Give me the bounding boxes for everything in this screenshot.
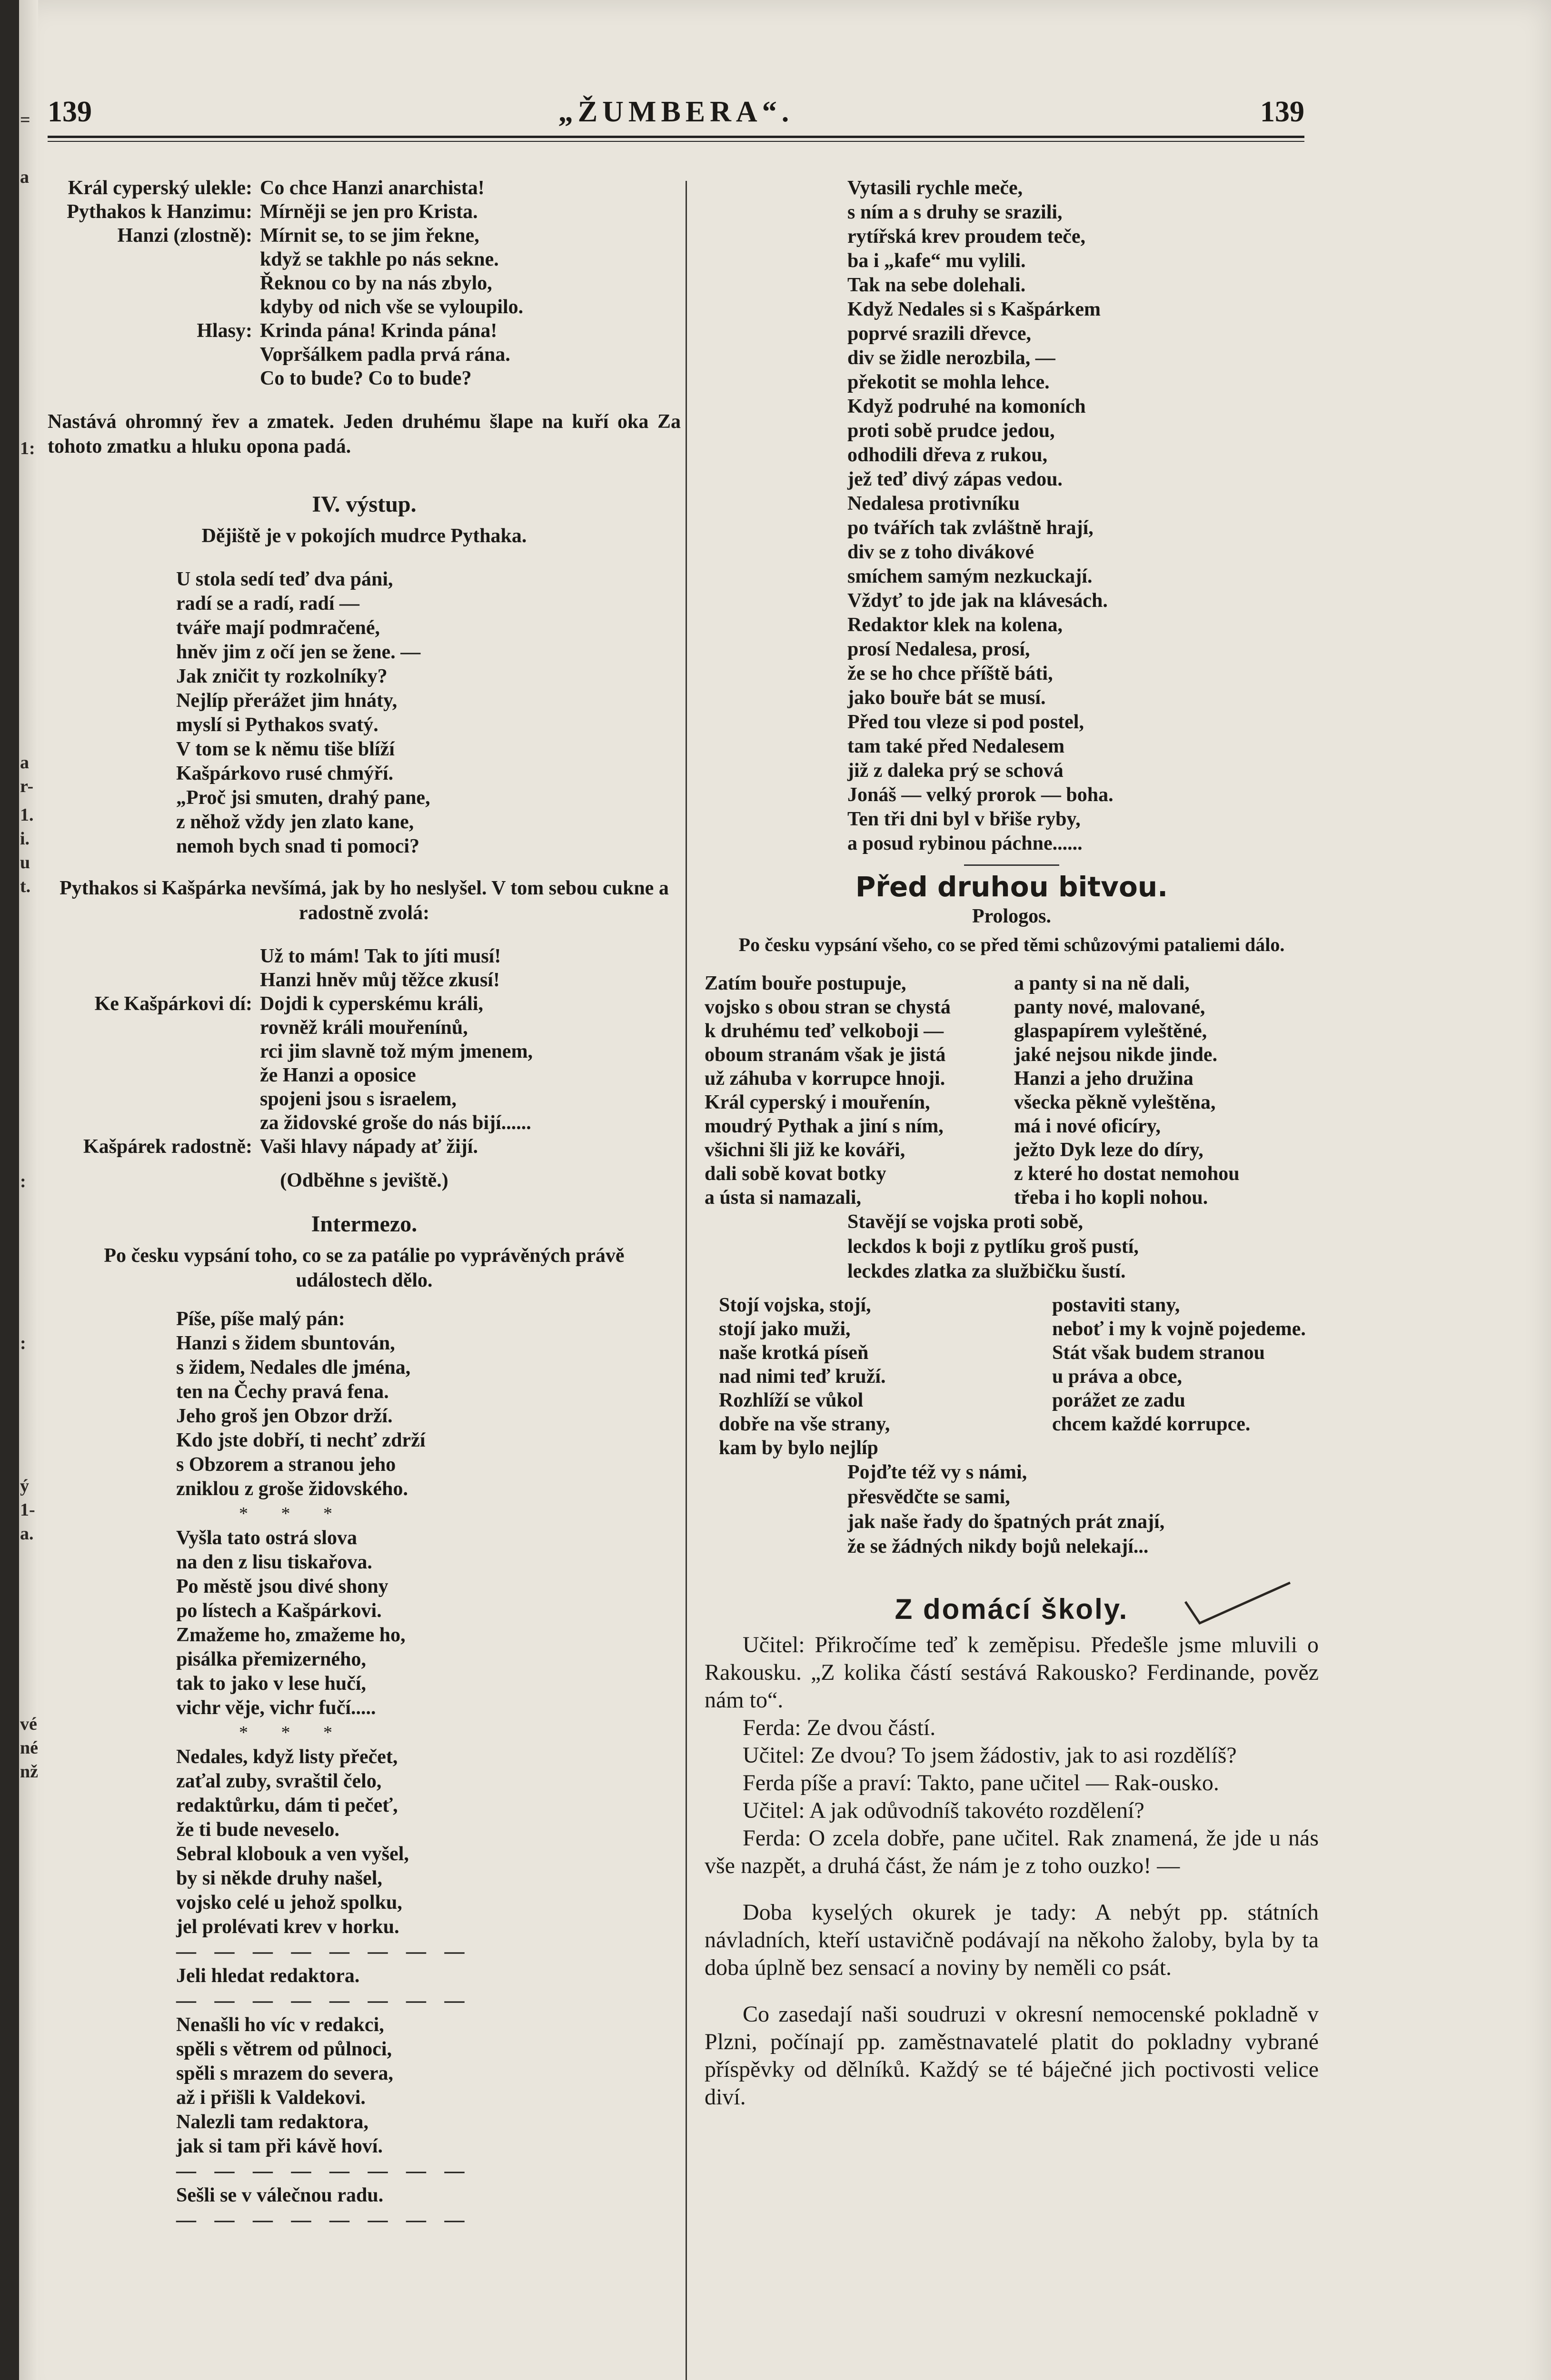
page-number-right: 139 (1260, 96, 1304, 128)
text-line: Rozhlíží se vůkol (719, 1389, 864, 1411)
text-line: porážet ze zadu (1052, 1389, 1185, 1411)
handwritten-check-icon (1181, 1578, 1295, 1630)
header-rule (48, 136, 1304, 138)
text-line: leckdos k boji z pytlíku groš pustí, (847, 1236, 1139, 1258)
text-line: rci jim slavně tož mým jmenem, (260, 1041, 533, 1062)
text-line: z které ho dostat nemohou (1014, 1163, 1240, 1185)
text-line: Ten tři dni byl v břiše ryby, (847, 808, 1081, 830)
text-line: Jonáš — velký prorok — boha. (847, 784, 1114, 806)
prologue-subtitle: Po česku vypsání všeho, co se před těmi schůzovými pataliemi dálo. (738, 934, 1285, 955)
page-header (48, 95, 1304, 129)
dialogue-line (48, 224, 681, 248)
text-line: spojeni jsou s israelem, (260, 1088, 457, 1110)
text-line: z něhož vždy jen zlato kane, (176, 811, 414, 833)
text-line: má i nové oficíry, (1014, 1115, 1161, 1137)
text-line: naše krotká píseň (719, 1342, 869, 1364)
text-line: Jeho groš jen Obzor drží. (176, 1405, 393, 1427)
text-line: Vyšla tato ostrá slova (176, 1527, 357, 1549)
stars-separator: * * * (239, 1723, 347, 1743)
bleed-through-char: u (20, 853, 30, 873)
text-line: zaťal zuby, svraštil čelo, (176, 1770, 382, 1792)
text-line: Redaktor klek na kolena, (847, 614, 1063, 636)
text-line: leckdes zlatka za službičku šustí. (847, 1260, 1126, 1282)
text-line: vichr věje, vichr fučí..... (176, 1697, 376, 1719)
text-line: nad nimi teď kruží. (719, 1366, 886, 1388)
text-line: Vopršálkem padla prvá rána. (260, 344, 510, 366)
bleed-through-char: a. (20, 1524, 34, 1544)
dash-separator: — — — — — — — — (176, 1990, 471, 2012)
two-column-verse (705, 1293, 1319, 1460)
text-line: ba i „kafe“ mu vylili. (847, 250, 1026, 272)
column-divider (686, 181, 687, 2380)
paragraph: Učitel: Přikročíme teď k zeměpisu. Předešle jsme mluvili o Rakousku. „Z kolika částí sestává Rakousko? Ferdinande, pověz nám to“. (705, 1632, 1319, 1713)
text-line: Řeknou co by na nás zbylo, (260, 272, 492, 294)
left-column (48, 176, 681, 2232)
text-line: jel prolévati krev v horku. (176, 1916, 399, 1938)
text-line: Jeli hledat redaktora. (176, 1965, 360, 1987)
text-line: div se židle nerozbila, — (847, 347, 1055, 369)
dash-separator: — — — — — — — — (176, 2209, 471, 2231)
text-line: vojsko s obou stran se chystá (705, 996, 951, 1018)
text-line: nemoh bych snad ti pomoci? (176, 835, 420, 857)
text-line: Po městě jsou divé shony (176, 1576, 388, 1597)
text-line: že ti bude neveselo. (176, 1819, 339, 1841)
text-line: jaké nejsou nikde jinde. (1014, 1044, 1218, 1066)
text-line: na den z lisu tiskařova. (176, 1551, 372, 1573)
dash-separator: — — — — — — — — (176, 1941, 471, 1963)
text-line: oboum stranám však je jistá (705, 1044, 946, 1066)
stage-exit: (Odběhne s jeviště.) (280, 1170, 448, 1191)
text-line: že se žádných nikdy bojů nelekají... (847, 1536, 1149, 1557)
text-line: Hanzi s židem sbuntován, (176, 1332, 395, 1354)
poem (48, 2013, 681, 2159)
text-line: prosí Nedalesa, prosí, (847, 638, 1030, 660)
text-line: dali sobě kovat botky (705, 1163, 886, 1185)
poem (48, 1745, 681, 1939)
dialogue-line (48, 176, 681, 200)
text-line: Co to bude? Co to bude? (260, 367, 472, 389)
school-dialogue (705, 1631, 1319, 1880)
text-line: Nedalesa protivníku (847, 493, 1020, 515)
text-line: redaktůrku, dám ti pečeť, (176, 1795, 398, 1816)
dialogue-line: Hlasy: Krinda pána! Krinda pána! (197, 320, 497, 342)
section-title: Před druhou bitvou. (855, 871, 1168, 903)
dialogue-text: Mírněji se jen pro Krista. (260, 201, 478, 223)
bleed-through-char: 1. (20, 805, 34, 825)
news-note: Doba kyselých okurek je tady: A nebýt pp. státních návladních, kteří ustavičně podávají na někoho žaloby, byla by ta doba úplně bez sensací a noviny by neměli co psát. (705, 1900, 1319, 1980)
bleed-through-char: t. (20, 876, 31, 896)
text-line: radí se a radí, radí — (176, 593, 359, 615)
text-line: že se ho chce příště báti, (847, 663, 1053, 684)
text-line: kdyby od nich vše se vyloupilo. (260, 296, 524, 318)
poem (48, 2183, 681, 2208)
text-line: „Proč jsi smuten, drahý pane, (176, 787, 430, 809)
text-line: třeba i ho kopli nohou. (1014, 1187, 1208, 1209)
text-line: div se z toho divákové (847, 541, 1034, 563)
text-line: odhodili dřeva z rukou, (847, 444, 1048, 466)
text-line: myslí si Pythakos svatý. (176, 714, 378, 736)
text-line: spěli s mrazem do severa, (176, 2063, 394, 2084)
text-line: by si někde druhy našel, (176, 1867, 382, 1889)
text-line: po tvářích tak zvláštně hrají, (847, 517, 1094, 539)
poem (48, 567, 681, 859)
text-line: že Hanzi a oposice (260, 1064, 416, 1086)
text-line: s ním a s druhy se srazili, (847, 201, 1063, 223)
scene-place: Dějiště je v pokojích mudrce Pythaka. (201, 525, 527, 547)
text-line: když se takhle po nás sekne. (260, 248, 499, 270)
text-line: neboť i my k vojně pojedeme. (1052, 1318, 1306, 1340)
right-column (705, 176, 1319, 2111)
text-line: Stojí vojska, stojí, (719, 1294, 871, 1316)
text-line: Vždyť to jde jak na klávesách. (847, 590, 1108, 612)
text-line: přesvědčte se sami, (847, 1486, 1010, 1508)
paragraph: Učitel: Ze dvou? To jsem žádostiv, jak to asi rozdělíš? (743, 1743, 1237, 1768)
bleed-through-char: 1- (20, 1500, 35, 1520)
text-line: Jak zničit ty rozkolníky? (176, 665, 388, 687)
text-line: dobře na vše strany, (719, 1413, 890, 1435)
text-line: tam také před Nedalesem (847, 735, 1065, 757)
text-line: k druhému teď velkoboji — (705, 1020, 944, 1042)
text-line: jako bouře bát se musí. (847, 687, 1046, 709)
text-line: Zmažeme ho, zmažeme ho, (176, 1624, 406, 1646)
speaker: Pythakos k Hanzimu: (67, 201, 252, 223)
text-line: ježto Dyk leze do díry, (1014, 1139, 1203, 1161)
poem (48, 1964, 681, 1988)
text-line: tváře mají podmračené, (176, 617, 380, 639)
text-line: stojí jako muži, (719, 1318, 851, 1340)
text-line: až i přišli k Valdekovi. (176, 2087, 366, 2109)
poem (48, 1526, 681, 1720)
text-line: a posud rybinou páchne...... (847, 833, 1083, 854)
text-line: poprvé srazili dřevce, (847, 323, 1032, 345)
text-line: překotit se mohla lehce. (847, 371, 1050, 393)
text-line: s Obzorem a stranou jeho (176, 1454, 396, 1476)
text-line: jak naše řady do špatných prát znají, (847, 1511, 1165, 1533)
newspaper-title: „ŽUMBERA“. (558, 96, 794, 128)
speaker: Hanzi (zlostně): (117, 225, 252, 247)
text-line: Stát však budem stranou (1052, 1342, 1265, 1364)
dialogue-line (48, 200, 681, 224)
text-line: rytířská krev proudem teče, (847, 226, 1086, 248)
bleed-through-char: i. (20, 829, 30, 849)
bleed-through-char: 1: (20, 438, 35, 458)
text-line: Tak na sebe dolehali. (847, 274, 1026, 296)
text-line: V tom se k němu tiše blíží (176, 738, 395, 760)
text-line: Hanzi hněv můj těžce zkusí! (260, 969, 500, 991)
intermezzo-title: Intermezo. (311, 1211, 418, 1237)
intermezzo-subtitle: Po česku vypsání toho, co se za patálie po vyprávěných právě událostech dělo. (104, 1245, 625, 1291)
news-note: Co zasedají naši soudruzi v okresní nemocenské pokladně v Plzni, počínají pp. zaměstnavatelé platit do pokladny vybrané příspěvky od dělníků. Každý se té báječné jich poctivosti velice diví. (705, 2002, 1319, 2110)
text-line: Píše, píše malý pán: (176, 1308, 345, 1330)
text-line: Nalezli tam redaktora, (176, 2111, 368, 2133)
text-line: Hanzi a jeho družina (1014, 1068, 1193, 1090)
text-line: všichni šli již ke kováři, (705, 1139, 905, 1161)
bleed-through-char: : (20, 1333, 26, 1353)
text-line: moudrý Pythak a jiní s ním, (705, 1115, 944, 1137)
dash-separator: — — — — — — — — (176, 2160, 471, 2182)
text-line: všecka pěkně vyleštěna, (1014, 1091, 1216, 1113)
stars-separator: * * * (239, 1504, 347, 1524)
section-title: Z domácí školy. (895, 1593, 1129, 1625)
text-line: Když Nedales si s Kašpárkem (847, 298, 1101, 320)
page-number-left: 139 (48, 96, 92, 128)
dialogue-text: Co chce Hanzi anarchista! (260, 177, 485, 199)
bleed-through-column (19, 0, 38, 2380)
text-line: Už to mám! Tak to jíti musí! (260, 945, 501, 967)
text-line: Sešli se v válečnou radu. (176, 2184, 384, 2206)
bleed-through-char: : (20, 1171, 26, 1191)
text-line: Když podruhé na komoních (847, 396, 1086, 417)
text-line: jak si tam při kávě hoví. (176, 2135, 383, 2157)
dialogue-text: Mírnit se, to se jim řekne, (260, 225, 479, 247)
text-line: s židem, Nedales dle jména, (176, 1357, 411, 1378)
bleed-through-char: né (20, 1738, 38, 1758)
prologue-heading: Prologos. (972, 905, 1052, 927)
text-line: postaviti stany, (1052, 1294, 1180, 1316)
text-line: Sebral klobouk a ven vyšel, (176, 1843, 409, 1865)
section-rule (964, 864, 1059, 866)
bleed-through-char: vé (20, 1714, 37, 1734)
text-line: zniklou z groše židovského. (176, 1478, 408, 1500)
text-line: Nejlíp přerážet jim hnáty, (176, 690, 398, 712)
text-line: smíchem samým nezkuckají. (847, 565, 1093, 587)
paragraph: Učitel: A jak odůvodníš takovéto rozdělení? (743, 1798, 1144, 1823)
text-line: kam by bylo nejlíp (719, 1437, 878, 1459)
text-line: už záhuba v korrupce hnoji. (705, 1068, 945, 1090)
text-line: glaspapírem vyleštěné, (1014, 1020, 1207, 1042)
stage-direction: Nastává ohromný řev a zmatek. Jeden druhému šlape na kuří oka Za tohoto zmatku a hluku opona padá. (48, 411, 681, 457)
dialogue-line: Ke Kašpárkovi dí: Dojdi k cyperskému králi, (94, 993, 484, 1015)
text-line: rovněž králi mouřenínů, (260, 1017, 468, 1039)
text-line: Pojďte též vy s námi, (847, 1461, 1027, 1483)
text-line: Nenašli ho víc v redakci, (176, 2014, 384, 2036)
two-column-verse (705, 972, 1319, 1210)
stage-direction: Pythakos si Kašpárka nevšímá, jak by ho neslyšel. V tom sebou cukne a radostně zvolá: (60, 877, 669, 924)
text-line: za židovské groše do nás bijí...... (260, 1112, 531, 1134)
text-line: panty nové, malované, (1014, 996, 1205, 1018)
text-line: U stola sedí teď dva páni, (176, 568, 393, 590)
text-line: Vytasili rychle meče, (847, 177, 1023, 199)
text-line: spěli s větrem od půlnoci, (176, 2038, 392, 2060)
scene-heading: IV. výstup. (312, 492, 417, 517)
left-page-margin (0, 0, 19, 2380)
text-line: jež teď divý zápas vedou. (847, 468, 1063, 490)
header-rule-thin (48, 141, 1304, 142)
text-line: pisálka přemizerného, (176, 1648, 366, 1670)
paragraph: Ferda: Ze dvou částí. (743, 1715, 936, 1740)
text-line: Zatím bouře postupuje, (705, 972, 906, 994)
text-line: Král cyperský i mouřenín, (705, 1091, 930, 1113)
text-line: a ústa si namazali, (705, 1187, 862, 1209)
bleed-through-char: a (20, 167, 29, 187)
text-line: proti sobě prudce jedou, (847, 420, 1055, 442)
paragraph: Ferda píše a praví: Takto, pane učitel — Rak-ousko. (743, 1770, 1219, 1795)
bleed-through-char: r- (20, 776, 34, 796)
poem (705, 176, 1319, 856)
text-line: u práva a obce, (1052, 1366, 1182, 1388)
text-line: Stavějí se vojska proti sobě, (847, 1211, 1084, 1233)
text-line: ten na Čechy pravá fena. (176, 1381, 389, 1403)
text-line: Před tou vleze si pod postel, (847, 711, 1084, 733)
text-line: již z daleka prý se schová (847, 760, 1064, 782)
speaker: Král cyperský ulekle: (68, 177, 252, 199)
text-line: Nedales, když listy přečet, (176, 1746, 398, 1768)
dialogue-line: Kašpárek radostně: Vaši hlavy nápady ať žijí. (83, 1136, 478, 1158)
poem (48, 1307, 681, 1501)
text-line: hněv jim z očí jen se žene. — (176, 641, 421, 663)
text-line: tak to jako v lese hučí, (176, 1673, 366, 1695)
paragraph: Ferda: O zcela dobře, pane učitel. Rak znamená, že jde u nás vše nazpět, a druhá část, že nám je z toho ouzko! — (705, 1825, 1319, 1878)
text-line: a panty si na ně dali, (1014, 972, 1190, 994)
text-line: vojsko celé u jehož spolku, (176, 1892, 402, 1914)
bleed-through-char: ý (20, 1476, 29, 1496)
bleed-through-char: = (20, 110, 30, 130)
text-line: chcem každé korrupce. (1052, 1413, 1251, 1435)
text-line: po lístech a Kašpárkovi. (176, 1600, 382, 1622)
text-line: Kašpárkovo rusé chmýří. (176, 763, 394, 784)
bleed-through-char: a (20, 753, 29, 773)
bleed-through-char: nž (20, 1762, 38, 1782)
text-line: Kdo jste dobří, ti nechť zdrží (176, 1429, 426, 1451)
